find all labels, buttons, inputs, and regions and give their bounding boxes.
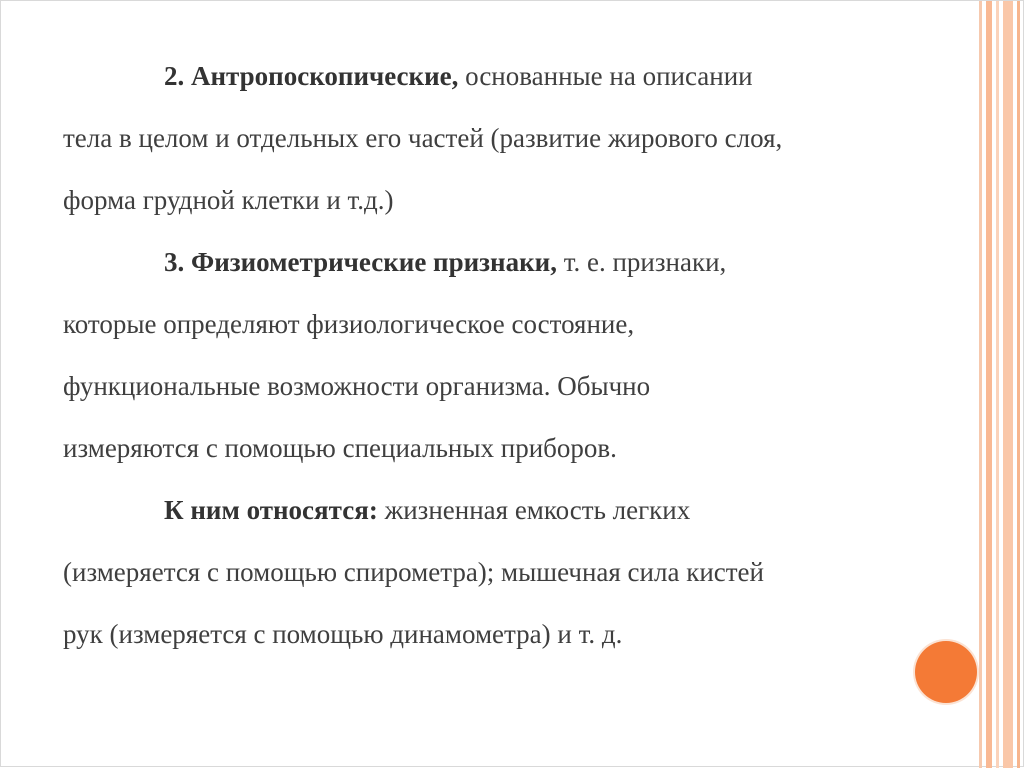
- paragraph-3-line-1: [63, 479, 963, 541]
- paragraph-1-line-1: [63, 45, 963, 107]
- paragraph-2-line-2: которые определяют физиологическое состояние,: [63, 309, 635, 339]
- stripe: [979, 1, 982, 768]
- paragraph-3-line-2: (измеряется с помощью спирометра); мышечная сила кистей: [63, 557, 764, 587]
- paragraph-3-text: жизненная емкость легких: [377, 495, 691, 525]
- stripe: [1017, 1, 1020, 768]
- slide-body: [63, 45, 963, 665]
- paragraph-1-line-3: форма грудной клетки и т.д.): [63, 185, 394, 215]
- paragraph-2-line-3: функциональные возможности организма. Обычно: [63, 371, 651, 401]
- paragraph-2-text: т. е. признаки,: [556, 247, 727, 277]
- paragraph-2-line-1: [63, 231, 963, 293]
- stripe: [996, 1, 999, 768]
- paragraph-1-heading: 2. Антропоскопические,: [164, 61, 459, 91]
- stripe: [1003, 1, 1013, 768]
- paragraph-3-heading: К ним относятся:: [164, 495, 378, 525]
- orange-circle-icon: [915, 641, 977, 703]
- decorative-stripes: [979, 1, 1023, 768]
- paragraph-3-line-3: рук (измеряется с помощью динамометра) и т. д.: [63, 619, 623, 649]
- paragraph-2-heading: 3. Физиометрические признаки,: [164, 247, 557, 277]
- paragraph-1-text: основанные на описании: [458, 61, 753, 91]
- paragraph-2-line-4: измеряются с помощью специальных приборов.: [63, 433, 617, 463]
- stripe: [986, 1, 992, 768]
- paragraph-1-line-2: тела в целом и отдельных его частей (развитие жирового слоя,: [63, 123, 783, 153]
